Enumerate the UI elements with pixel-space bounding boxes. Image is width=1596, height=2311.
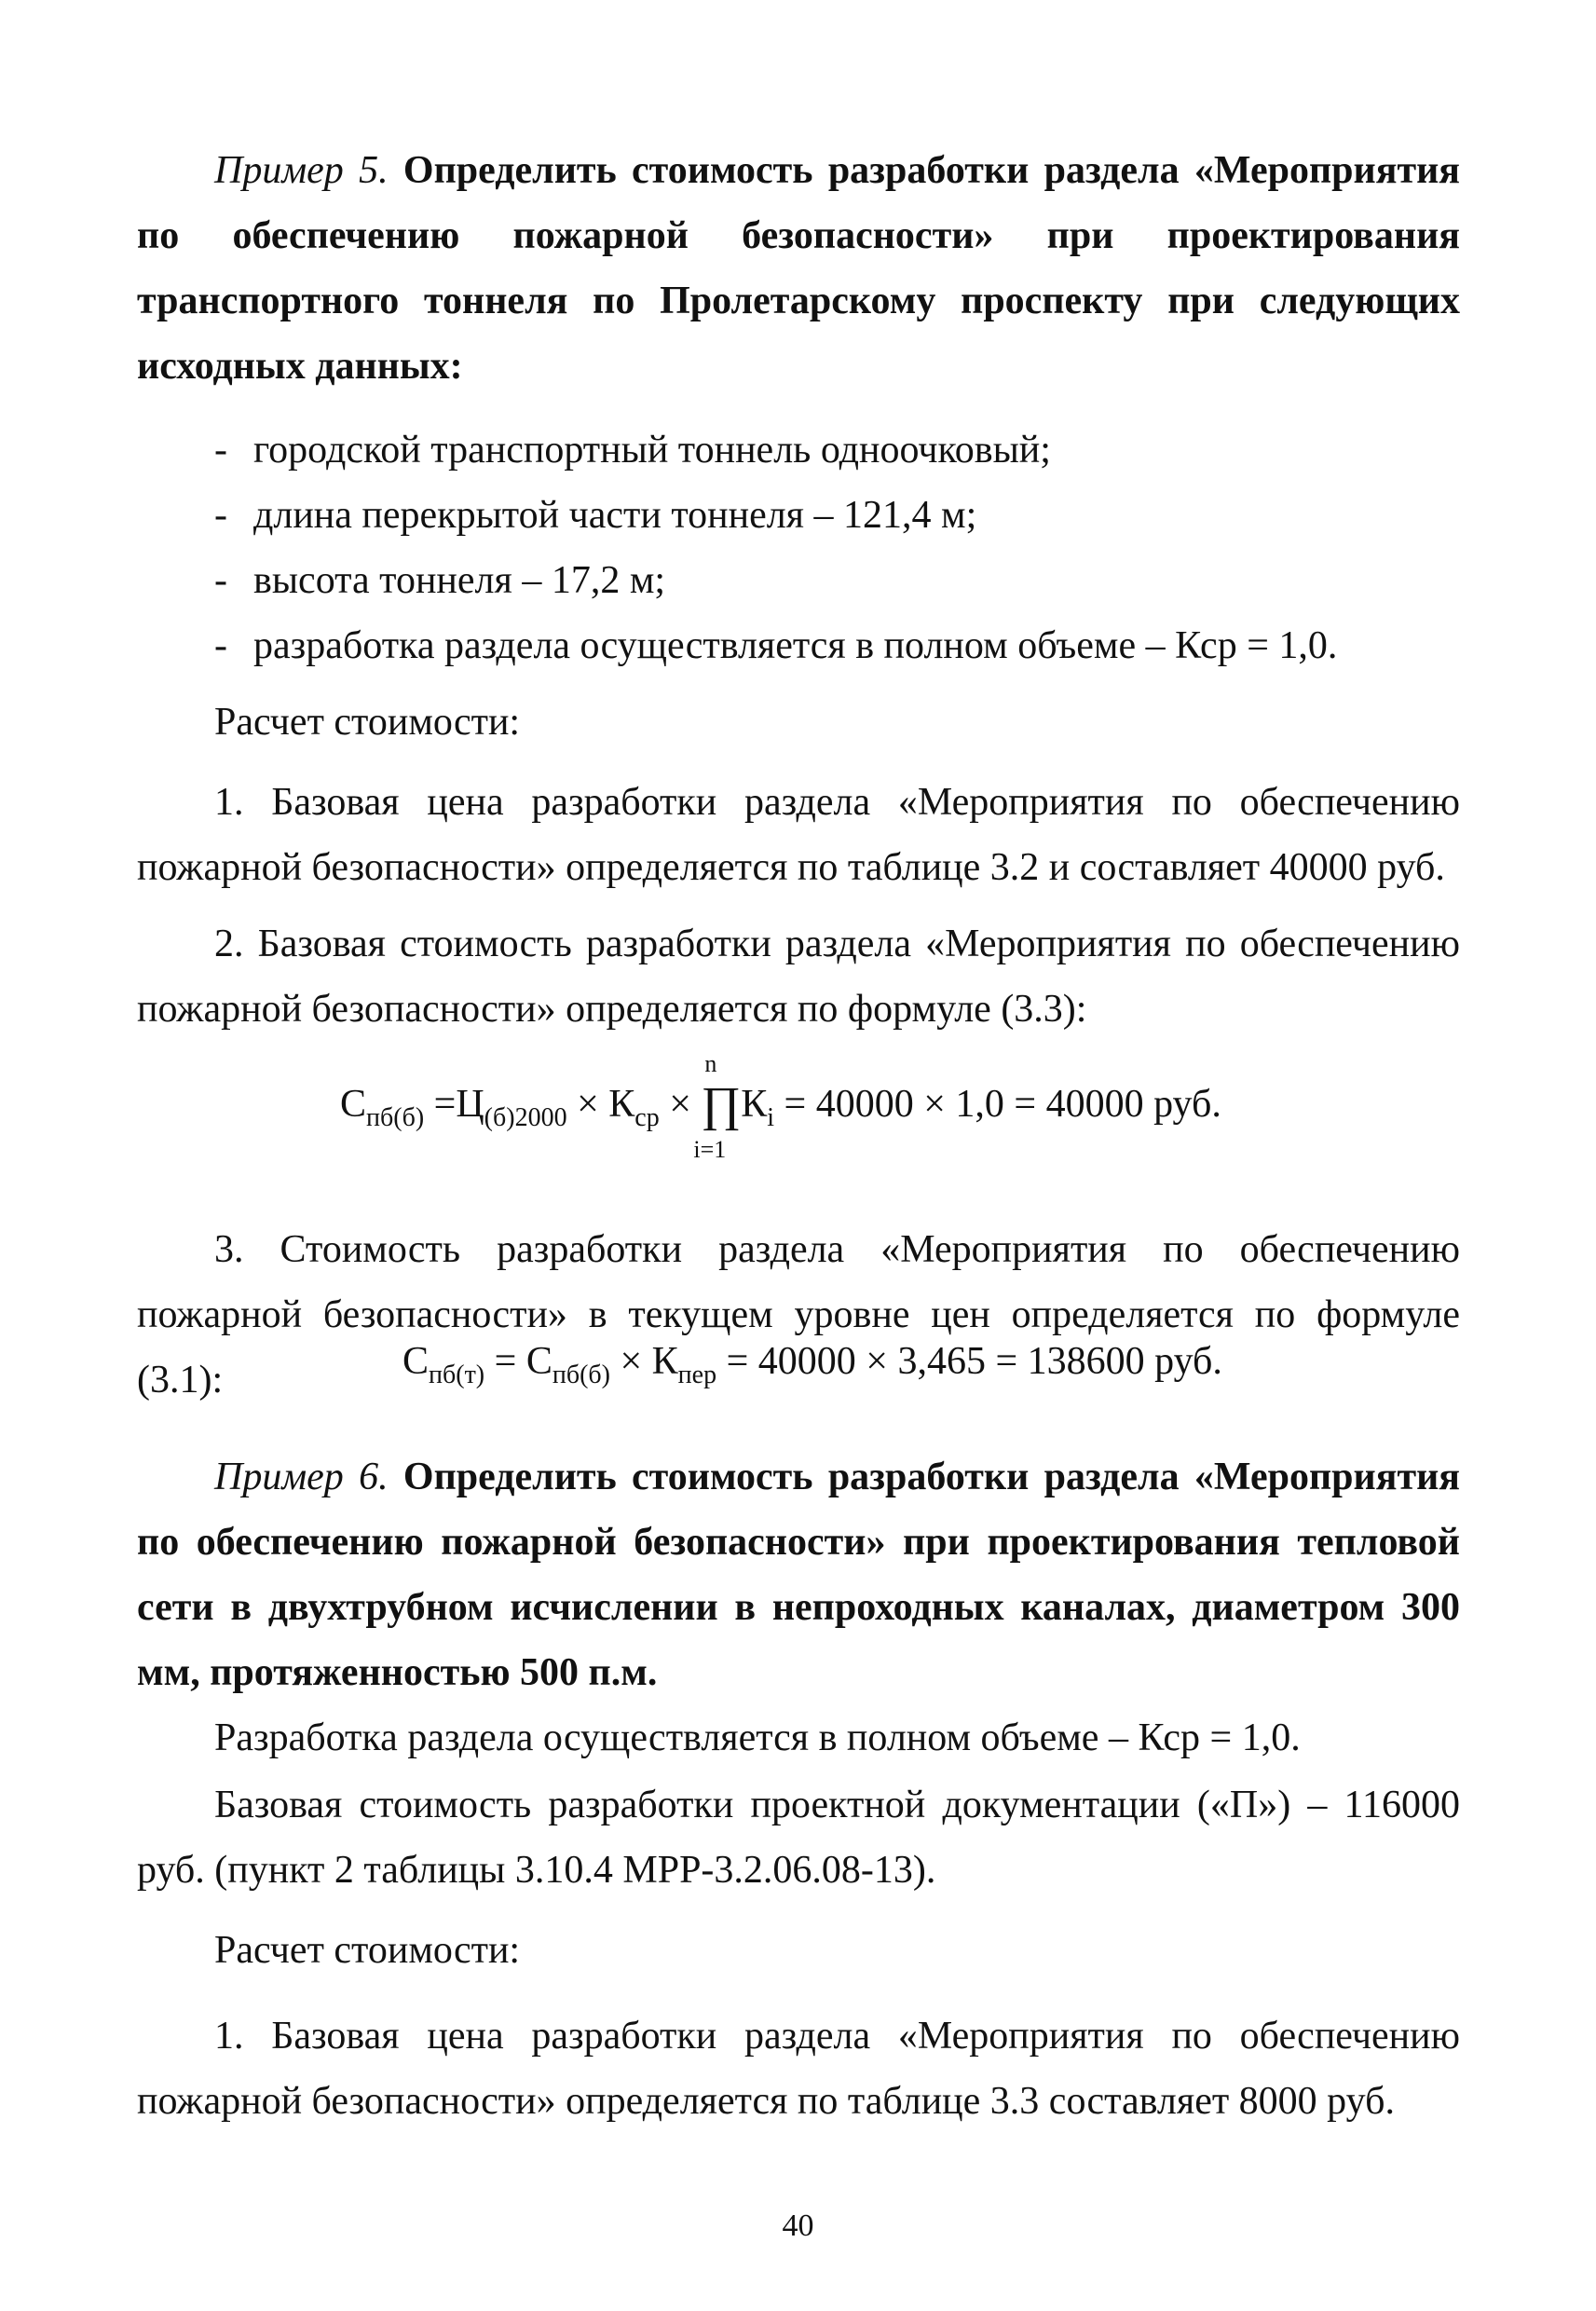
- step-paragraph: 1. Базовая цена разработки раздела «Мероприятия по обеспечению пожарной безопасности» определяется по таблице 3.3 составляет 8000 руб.: [137, 2015, 1460, 2123]
- formula-current-cost: $С_{пб(т)} = С_{пб(б)} \times К_{пер} = 40000 \times 3,465 = 138600$ руб.: [402, 1340, 1222, 1389]
- bullet-text: длина перекрытой части тоннеля – 121,4 м;: [253, 494, 977, 537]
- bullet-text: высота тоннеля – 17,2 м;: [253, 559, 666, 602]
- example5-title: Определить стоимость разработки раздела «Мероприятия по обеспечению пожарной безопасности» при проектирования транспортного тоннеля по Пролетарскому проспекту при следующих исходных данных:: [137, 149, 1461, 388]
- bullet-item: - высота тоннеля – 17,2 м;: [214, 559, 666, 602]
- bullet-text: городской транспортный тоннель одноочковый;: [253, 429, 1051, 472]
- page-number: 40: [782, 2208, 814, 2243]
- product-symbol: n ∏ i=1: [693, 1050, 742, 1163]
- bullet-text: разработка раздела осуществляется в полном объеме – Кср = 1,0.: [253, 624, 1338, 667]
- bullet-item: - разработка раздела осуществляется в полном объеме – Кср = 1,0.: [214, 624, 1338, 667]
- example6-heading: [137, 1444, 1460, 1705]
- step-paragraph: 2. Базовая стоимость разработки раздела «Мероприятия по обеспечению пожарной безопасности» определяется по формуле (3.3):: [137, 923, 1460, 1031]
- bullet-item: - длина перекрытой части тоннеля – 121,4 м;: [214, 494, 977, 537]
- calc-heading: Расчет стоимости:: [214, 1929, 521, 1972]
- step-paragraph: 1. Базовая цена разработки раздела «Мероприятия по обеспечению пожарной безопасности» определяется по таблице 3.2 и составляет 40000 руб.: [137, 781, 1460, 889]
- scope-paragraph: Разработка раздела осуществляется в полном объеме – Кср = 1,0.: [214, 1716, 1301, 1759]
- base-cost-paragraph: Базовая стоимость разработки проектной документации («П») – 116000 руб. (пункт 2 таблицы 3.10.4 МРР-3.2.06.08-13).: [137, 1784, 1460, 1892]
- calc-heading: Расчет стоимости:: [214, 701, 521, 744]
- bullet-item: - городской транспортный тоннель одноочковый;: [214, 429, 1051, 472]
- example5-heading: [137, 138, 1460, 399]
- example5-label: Пример 5.: [214, 149, 389, 192]
- step-paragraph: 3. Стоимость разработки раздела «Мероприятия по обеспечению пожарной безопасности» в текущем уровне цен определяется по формуле (3.1):: [137, 1228, 1460, 1402]
- example6-label: Пример 6.: [214, 1456, 389, 1498]
- formula-base-cost: $С_{пб(б)} =Ц_{(б)2000} \times К_{ср}$ × n ∏ i=1 $К_i = 40000 \times 1,0 = 40000$ руб.: [340, 1050, 1221, 1163]
- example6-title: Определить стоимость разработки раздела «Мероприятия по обеспечению пожарной безопасности» при проектирования тепловой сети в двухтрубном исчислении в непроходных каналах, диаметром 300 мм, протяженностью 500 п.м.: [137, 1456, 1461, 1694]
